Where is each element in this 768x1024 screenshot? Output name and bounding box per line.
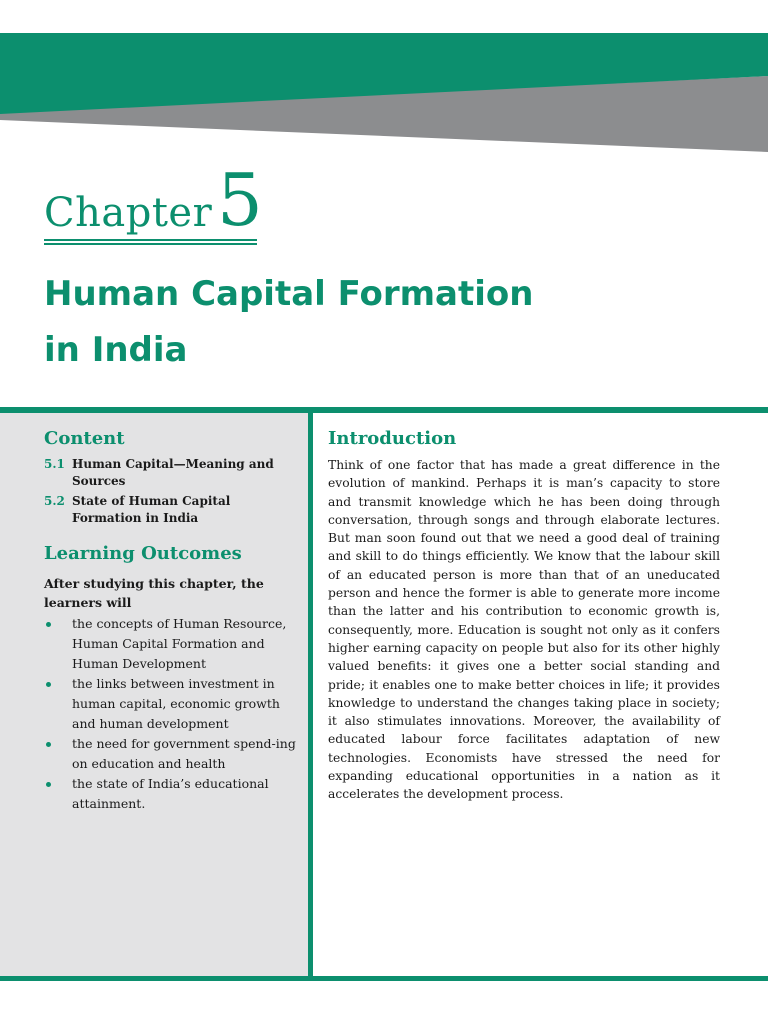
content-item bbox=[44, 456, 300, 490]
list-item bbox=[44, 774, 302, 814]
bullet-icon bbox=[46, 742, 51, 747]
bullet-icon bbox=[46, 622, 51, 627]
chapter-underline bbox=[44, 239, 257, 245]
chapter-number: 5 bbox=[217, 158, 263, 242]
content-item-number: 5.1 bbox=[44, 457, 65, 471]
content-item bbox=[44, 493, 300, 527]
content-item-label: Human Capital—Meaning and Sources bbox=[72, 457, 274, 488]
list-item bbox=[44, 614, 302, 674]
chapter-title bbox=[44, 266, 684, 378]
learning-outcomes-intro: After studying this chapter, the learners will bbox=[44, 576, 264, 610]
introduction-paragraph: Think of one factor that has made a great difference in the evolution of mankind. Perhaps it is man’s capacity to store and transmit knowledge which he has been doing through conversation, through songs and through elaborate lectures. But man soon found out that we need a good deal of training and skill to do things efficiently. We know that the labour skill of an educated person is more than that of an uneducated person and hence the former is able to generate more income than the latter and his contribution to economic growth is, consequently, more. Education is sought not only as it confers higher earning capacity on people but also for its other highly valued benefits: it gives one a better social standing and pride; it enables one to make better choices in life; it provides knowledge to understand the changes taking place in society; it also stimulates innovations. Moreover, the availability of educated labour force facilitates adaptation of new technologies. Economists have stressed the need for expanding educational opportunities in a nation as it accelerates the development process. bbox=[328, 458, 720, 802]
list-item-text: the state of India’s educational attainment. bbox=[72, 776, 269, 811]
introduction-heading: Introduction bbox=[328, 428, 457, 449]
list-item bbox=[44, 734, 302, 774]
bullet-icon bbox=[46, 682, 51, 687]
header-banner bbox=[0, 0, 768, 160]
learning-outcomes-list bbox=[44, 614, 302, 814]
list-item-text: the concepts of Human Resource, Human Capital Formation and Human Development bbox=[72, 616, 287, 671]
chapter-title-line-1: Human Capital Formation bbox=[44, 274, 534, 314]
list-item bbox=[44, 674, 302, 734]
learning-outcomes-heading: Learning Outcomes bbox=[44, 543, 242, 564]
chapter-label: Chapter bbox=[44, 190, 213, 236]
section-bottom-rule bbox=[0, 976, 768, 981]
list-item-text: the need for government spend-ing on education and health bbox=[72, 736, 296, 771]
chapter-title-line-2: in India bbox=[44, 330, 188, 370]
content-item-number: 5.2 bbox=[44, 494, 65, 508]
content-list bbox=[44, 456, 300, 530]
list-item-text: the links between investment in human capital, economic growth and human development bbox=[72, 676, 280, 731]
content-item-label: State of Human Capital Formation in India bbox=[72, 494, 231, 525]
content-heading: Content bbox=[44, 428, 125, 449]
bullet-icon bbox=[46, 782, 51, 787]
column-divider bbox=[308, 413, 313, 976]
